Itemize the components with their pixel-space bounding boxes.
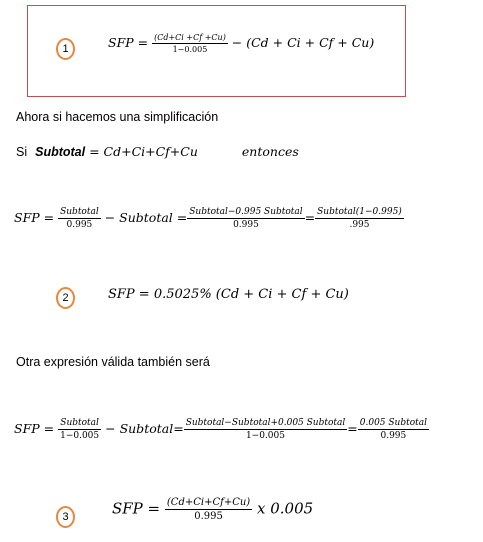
derivation-2-fraction-2-denominator: 1−0.005: [245, 431, 285, 441]
derivation-1-equals: =: [304, 210, 316, 225]
derivation-1: [14, 207, 404, 230]
equation-3-denominator: 0.995: [194, 511, 223, 522]
derivation-1-fraction-1-numerator: Subtotal: [60, 207, 99, 217]
subtotal-term: Subtotal: [35, 145, 86, 159]
equation-number-badge-3: 3: [56, 506, 75, 528]
equation-1: [108, 33, 374, 54]
equation-number-badge-1: 1: [56, 38, 75, 60]
derivation-2-fraction-3-denominator: 0.995: [380, 431, 407, 441]
equation-number-badge-2: 2: [56, 287, 75, 309]
equation-1-fraction: [152, 33, 228, 54]
derivation-1-fraction-1-denominator: 0.995: [66, 220, 93, 230]
equation-3-numerator: (Cd+Ci+Cf+Cu): [166, 497, 251, 508]
derivation-1-fraction-3-denominator: .995: [349, 220, 370, 230]
other-expression-text: Otra expresión válida también será: [16, 355, 210, 369]
si-word: Si: [16, 145, 28, 159]
derivation-2-equals: =: [347, 421, 358, 436]
derivation-1-fraction-2-denominator: 0.995: [233, 220, 259, 230]
derivation-1-lhs: SFP =: [14, 210, 55, 225]
derivation-2-lhs: SFP =: [14, 421, 55, 436]
subtotal-expression: = Cd+Ci+Cf+Cu: [89, 144, 198, 159]
derivation-2-fraction-1-denominator: 1−0.005: [60, 431, 100, 441]
derivation-2-minus: − Subtotal=: [105, 421, 184, 436]
derivation-1-fraction-1: [58, 207, 101, 230]
derivation-2-fraction-2-numerator: Subtotal−Subtotal+0.005 Subtotal: [185, 418, 346, 428]
entonces-word: entonces: [241, 144, 299, 159]
equation-1-lhs: SFP =: [108, 35, 149, 50]
equation-1-denominator: 1−0.005: [172, 45, 208, 54]
derivation-2-fraction-2: [184, 418, 348, 441]
derivation-1-fraction-3: [315, 207, 404, 230]
equation-3-fraction: [165, 497, 252, 522]
equation-2: SFP = 0.5025% (Cd + Ci + Cf + Cu): [108, 287, 349, 302]
equation-3: [112, 497, 313, 522]
derivation-2-fraction-1-numerator: Subtotal: [58, 418, 101, 430]
derivation-2: [14, 418, 429, 441]
derivation-2-fraction-3: [358, 418, 429, 441]
equation-1-numerator: (Cd+Ci +Cf +Cu): [154, 33, 226, 42]
derivation-1-fraction-3-numerator: Subtotal(1−0.995): [317, 207, 402, 217]
simplification-text: Ahora si hacemos una simplificación: [16, 110, 219, 124]
equation-1-rest: − (Cd + Ci + Cf + Cu): [231, 35, 375, 50]
derivation-2-fraction-3-numerator: 0.005 Subtotal: [359, 418, 427, 428]
derivation-1-fraction-2: [187, 207, 304, 230]
equation-3-rest: x 0.005: [256, 499, 314, 518]
subtotal-definition: [16, 144, 299, 159]
derivation-1-fraction-2-numerator: Subtotal−0.995 Subtotal: [189, 207, 303, 217]
derivation-2-fraction-1: [58, 418, 101, 441]
derivation-1-minus: − Subtotal =: [104, 210, 188, 225]
equation-3-lhs: SFP =: [112, 499, 161, 518]
